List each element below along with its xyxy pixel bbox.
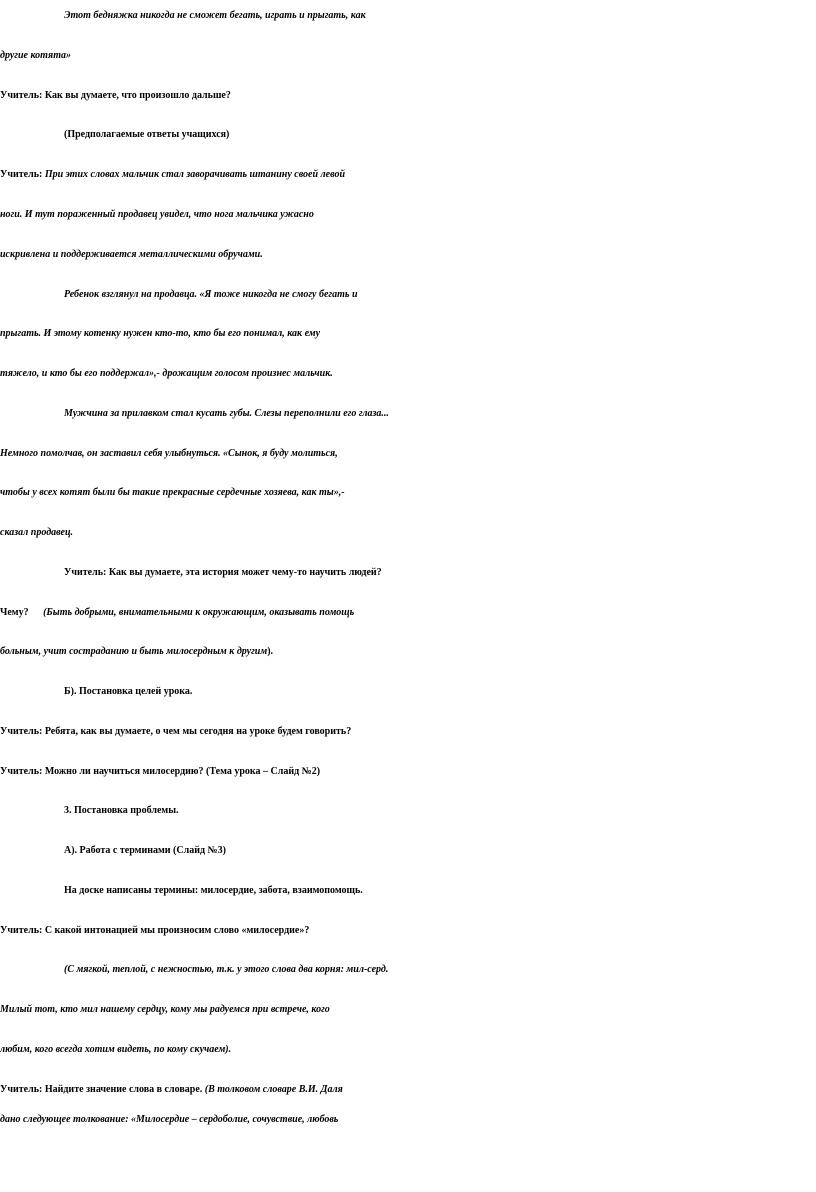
text-line xyxy=(0,1076,816,1104)
speaker-label: Учитель: xyxy=(0,925,45,936)
text-line xyxy=(0,758,816,786)
text-span: любим, кого всегда хотим видеть, по кому скучаем). xyxy=(0,1044,232,1055)
text-line xyxy=(0,440,816,468)
text-line xyxy=(0,956,816,984)
text-line xyxy=(0,161,816,189)
text-line xyxy=(0,1036,816,1064)
text-line xyxy=(0,400,816,428)
text-line xyxy=(0,996,816,1024)
text-span: Ребята, как вы думаете, о чем мы сегодня на уроке будем говорить? xyxy=(44,726,352,737)
section-heading xyxy=(0,837,816,865)
text-line xyxy=(0,519,816,547)
text-span: (Предполагаемые ответы учащихся) xyxy=(64,129,230,140)
text-span: Как вы думаете, что произошло дальше? xyxy=(44,90,231,101)
text-span: прыгать. И этому котенку нужен кто-то, кто бы его понимал, как ему xyxy=(0,328,321,339)
text-span: Этот бедняжка никогда не сможет бегать, играть и прыгать, как xyxy=(64,10,366,21)
text-line xyxy=(0,241,816,269)
section-heading xyxy=(0,678,816,706)
text-span: Мужчина за прилавком стал кусать губы. Слезы переполнили его глаза... xyxy=(64,408,389,419)
text-span: При этих словах мальчик стал заворачивать штанину своей левой xyxy=(44,169,346,180)
text-line xyxy=(0,360,816,388)
text-span: На доске написаны термины: милосердие, забота, взаимопомощь. xyxy=(64,885,363,896)
text-line xyxy=(0,121,816,149)
speaker-label: Учитель: xyxy=(0,766,45,777)
text-line xyxy=(0,82,816,110)
text-line xyxy=(0,718,816,746)
text-line xyxy=(0,42,816,70)
text-span: ). xyxy=(267,646,274,657)
text-span: сказал продавец. xyxy=(0,527,74,538)
speaker-label: Учитель: xyxy=(0,169,45,180)
text-span: С какой интонацией мы произносим слово «милосердие»? xyxy=(44,925,310,936)
text-line xyxy=(0,479,816,507)
text-span: Как вы думаете, эта история может чему-то научить людей? xyxy=(108,567,382,578)
text-span: (С мягкой, теплой, с нежностью, т.к. у этого слова два корня: мил-серд. xyxy=(64,964,389,975)
text-span: Ребенок взглянул на продавца. «Я тоже никогда не смогу бегать и xyxy=(64,289,358,300)
text-line xyxy=(0,599,816,627)
text-span: дано следующее толкование: «Милосердие – сердоболие, сочувствие, любовь xyxy=(0,1114,339,1125)
text-span: искривлена и поддерживается металлическими обручами. xyxy=(0,249,263,260)
text-span: ноги. И тут пораженный продавец увидел, что нога мальчика ужасно xyxy=(0,209,314,220)
text-span: Слайд №2) xyxy=(270,766,321,777)
speaker-label: Учитель: xyxy=(0,1084,45,1095)
text-line xyxy=(0,917,816,945)
text-span: чтобы у всех котят были бы такие прекрасные сердечные хозяева, как ты»,- xyxy=(0,487,345,498)
text-span: (В толковом словаре В.И. Даля xyxy=(204,1084,343,1095)
text-span: Милый тот, кто мил нашему сердцу, кому мы радуемся при встрече, кого xyxy=(0,1004,330,1015)
speaker-label: Учитель: xyxy=(64,567,109,578)
text-span: А). Работа с терминами (Слайд №3) xyxy=(64,845,226,856)
text-line xyxy=(0,281,816,309)
text-span: Б). Постановка целей урока. xyxy=(64,686,193,697)
section-heading xyxy=(0,797,816,825)
text-span: Найдите значение слова в словаре. xyxy=(44,1084,205,1095)
text-line xyxy=(0,559,816,587)
text-span: тяжело, и кто бы его поддержал»,- дрожащим голосом произнес мальчик. xyxy=(0,368,333,379)
text-span: (Быть добрыми, внимательными к окружающим, оказывать помощь xyxy=(43,607,355,618)
text-line xyxy=(0,2,816,30)
text-line xyxy=(0,877,816,905)
text-span: Чему? xyxy=(0,607,32,618)
text-span: Немного помолчав, он заставил себя улыбнуться. «Сынок, я буду молиться, xyxy=(0,448,338,459)
text-line xyxy=(0,638,816,666)
text-line xyxy=(0,320,816,348)
speaker-label: Учитель: xyxy=(0,90,45,101)
text-line xyxy=(0,1106,816,1134)
text-span: больным, учит состраданию и быть милосердным к другим xyxy=(0,646,268,657)
speaker-label: Учитель: xyxy=(0,726,45,737)
text-line xyxy=(0,201,816,229)
text-span: 3. Постановка проблемы. xyxy=(64,805,179,816)
text-span: Можно ли научиться милосердию? (Тема урока – xyxy=(44,766,271,777)
text-span: другие котята» xyxy=(0,50,71,61)
